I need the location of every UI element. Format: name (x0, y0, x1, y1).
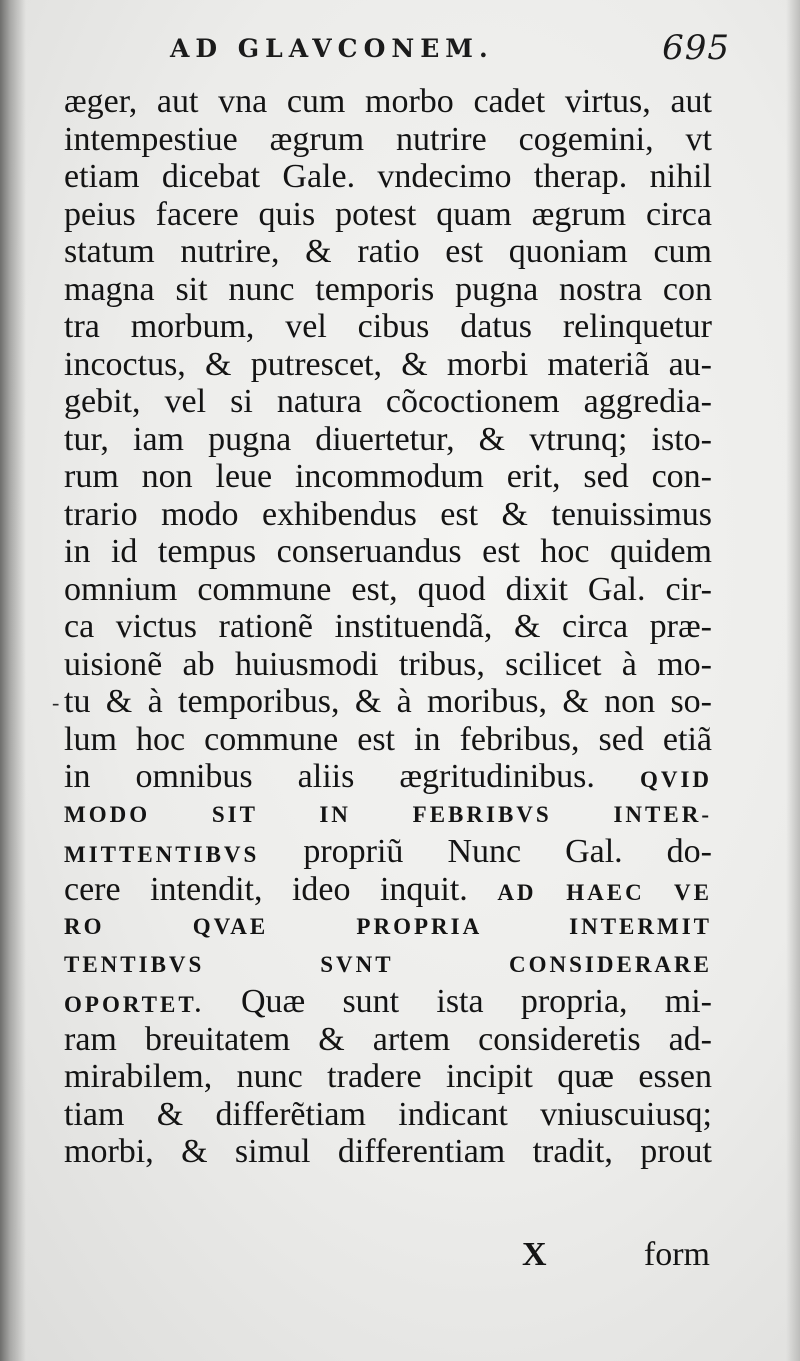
catchword: form (643, 1236, 710, 1273)
small-caps-text: RO QVAE PROPRIA INTERMIT (64, 914, 712, 939)
signature-mark: X (522, 1236, 547, 1273)
text-line (64, 758, 712, 796)
text-line (64, 871, 712, 909)
page-edge-shadow (786, 0, 800, 1361)
small-caps-text: AD HAEC VE (497, 879, 712, 905)
text-line: rum non leue incommodum erit, sed con- (64, 458, 712, 495)
text-line (64, 946, 712, 984)
text-line: incoctus, & putrescet, & morbi materiã au- (64, 345, 712, 383)
text-line: morbi, & simul differentiam tradit, prout (64, 1133, 712, 1170)
small-caps-text: QVID (639, 767, 712, 792)
text-line: mirabilem, nunc tradere incipit quæ essen (64, 1058, 712, 1095)
text-line (64, 796, 712, 834)
line-text: in omnibus aliis ægritudinibus. (64, 758, 595, 795)
margin-mark: - (52, 690, 60, 715)
text-line: omnium commune est, quod dixit Gal. cir- (64, 570, 712, 608)
text-line: ca victus rationẽ instituendã, & circa præ- (64, 608, 712, 645)
text-line: æger, aut vna cum morbo cadet virtus, aut (64, 83, 712, 120)
text-line: lum hoc commune est in febribus, sed etiã (64, 720, 712, 758)
text-line (64, 833, 712, 871)
text-line: uisionẽ ab huiusmodi tribus, scilicet à mo- (64, 645, 712, 683)
running-head (170, 28, 730, 72)
text-line (64, 983, 712, 1021)
text-line: tiam & differẽtiam indicant vniuscuiusq; (64, 1095, 712, 1133)
line-text: cere intendit, ideo inquit. (64, 870, 468, 908)
text-line: tur, iam pugna diuertetur, & vtrunq; isto- (64, 420, 712, 458)
text-line: statum nutrire, & ratio est quoniam cum (64, 233, 712, 270)
page-number: 695 (662, 28, 730, 68)
text-line: in id tempus conseruandus est hoc quidem (64, 533, 712, 570)
running-head-title: AD GLAVCONEM. (170, 34, 494, 63)
text-line: tu & à temporibus, & à moribus, & non so- (64, 683, 712, 720)
footer-line (64, 1236, 714, 1276)
gutter-shadow (0, 0, 26, 1361)
small-caps-text: MITTENTIBVS (64, 842, 260, 867)
small-caps-text: OPORTET. (64, 992, 204, 1017)
body-text (64, 83, 714, 1171)
small-caps-text: TENTIBVS SVNT CONSIDERARE (64, 951, 712, 977)
line-text: Quæ sunt ista propria, mi- (240, 983, 713, 1020)
text-line: tra morbum, vel cibus datus relinquetur (64, 308, 712, 345)
text-line: ram breuitatem & artem consideretis ad- (64, 1020, 712, 1058)
text-line: trario modo exhibendus est & tenuissimus (64, 495, 712, 533)
text-line: peius facere quis potest quam ægrum circa (64, 195, 712, 233)
line-text: propriũ Nunc Gal. do- (303, 833, 713, 870)
text-line: intempestiue ægrum nutrire cogemini, vt (64, 120, 712, 158)
small-caps-text: MODO SIT IN FEBRIBVS INTER- (64, 801, 712, 827)
text-line: gebit, vel si natura cõcoctionem aggredia- (64, 383, 712, 420)
text-line: etiam dicebat Gale. vndecimo therap. nihil (64, 158, 712, 195)
text-line: magna sit nunc temporis pugna nostra con (64, 270, 712, 308)
text-line (64, 908, 712, 946)
